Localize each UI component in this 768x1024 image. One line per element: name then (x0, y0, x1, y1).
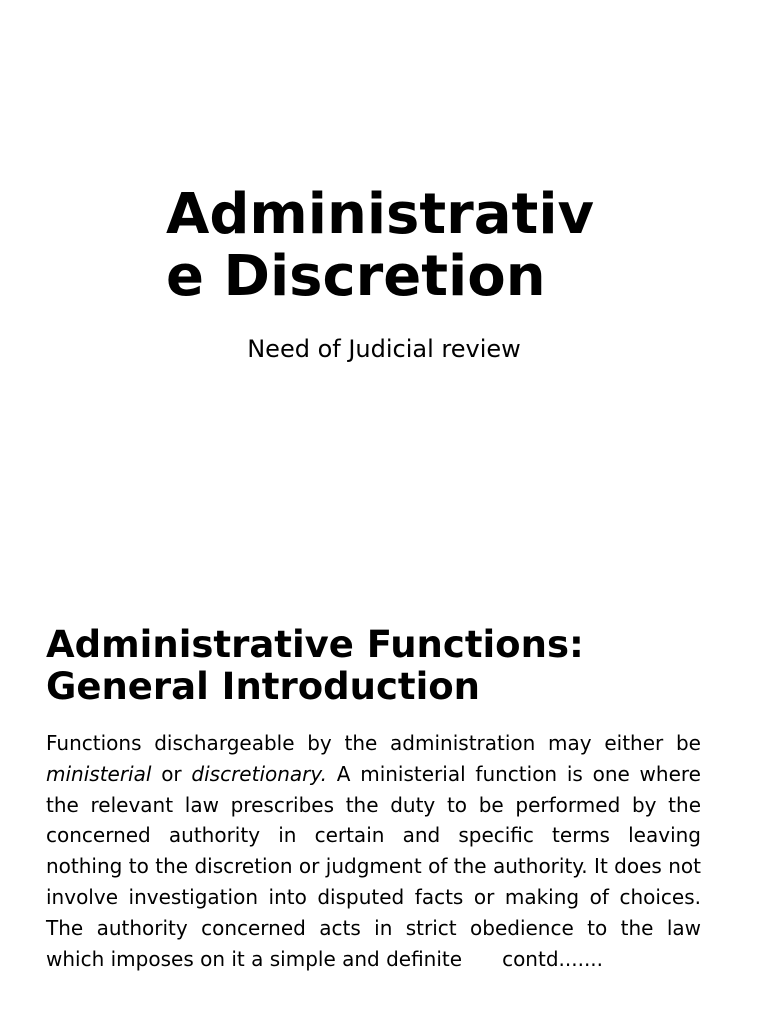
content-heading-line2: General Introduction (46, 665, 481, 708)
content-body-paragraph (46, 728, 701, 974)
body-contd: contd....... (502, 946, 604, 971)
slide-subtitle: Need of Judicial review (247, 335, 521, 363)
content-slide (0, 590, 768, 1024)
slide-title: Administrative Discretion (166, 182, 595, 309)
body-term-discretionary: discretionary. (191, 761, 328, 786)
content-heading (46, 624, 726, 708)
body-text-part1: Functions dischargeable by the administration may either be (46, 731, 701, 755)
content-heading-line1: Administrative Functions: (46, 623, 584, 666)
body-term-ministerial: ministerial (46, 761, 152, 786)
body-text-part2: or (151, 761, 192, 786)
body-text-part3: A ministerial function is one where the relevant law prescribes the duty to be performed by the concerned authority in certain and specific terms leaving nothing to the discretion or judgment of the authority. It does not involve investigation into disputed facts or making of choices. The authority concerned acts in strict obedience to the law which imposes on it a simple and definite (46, 761, 701, 971)
